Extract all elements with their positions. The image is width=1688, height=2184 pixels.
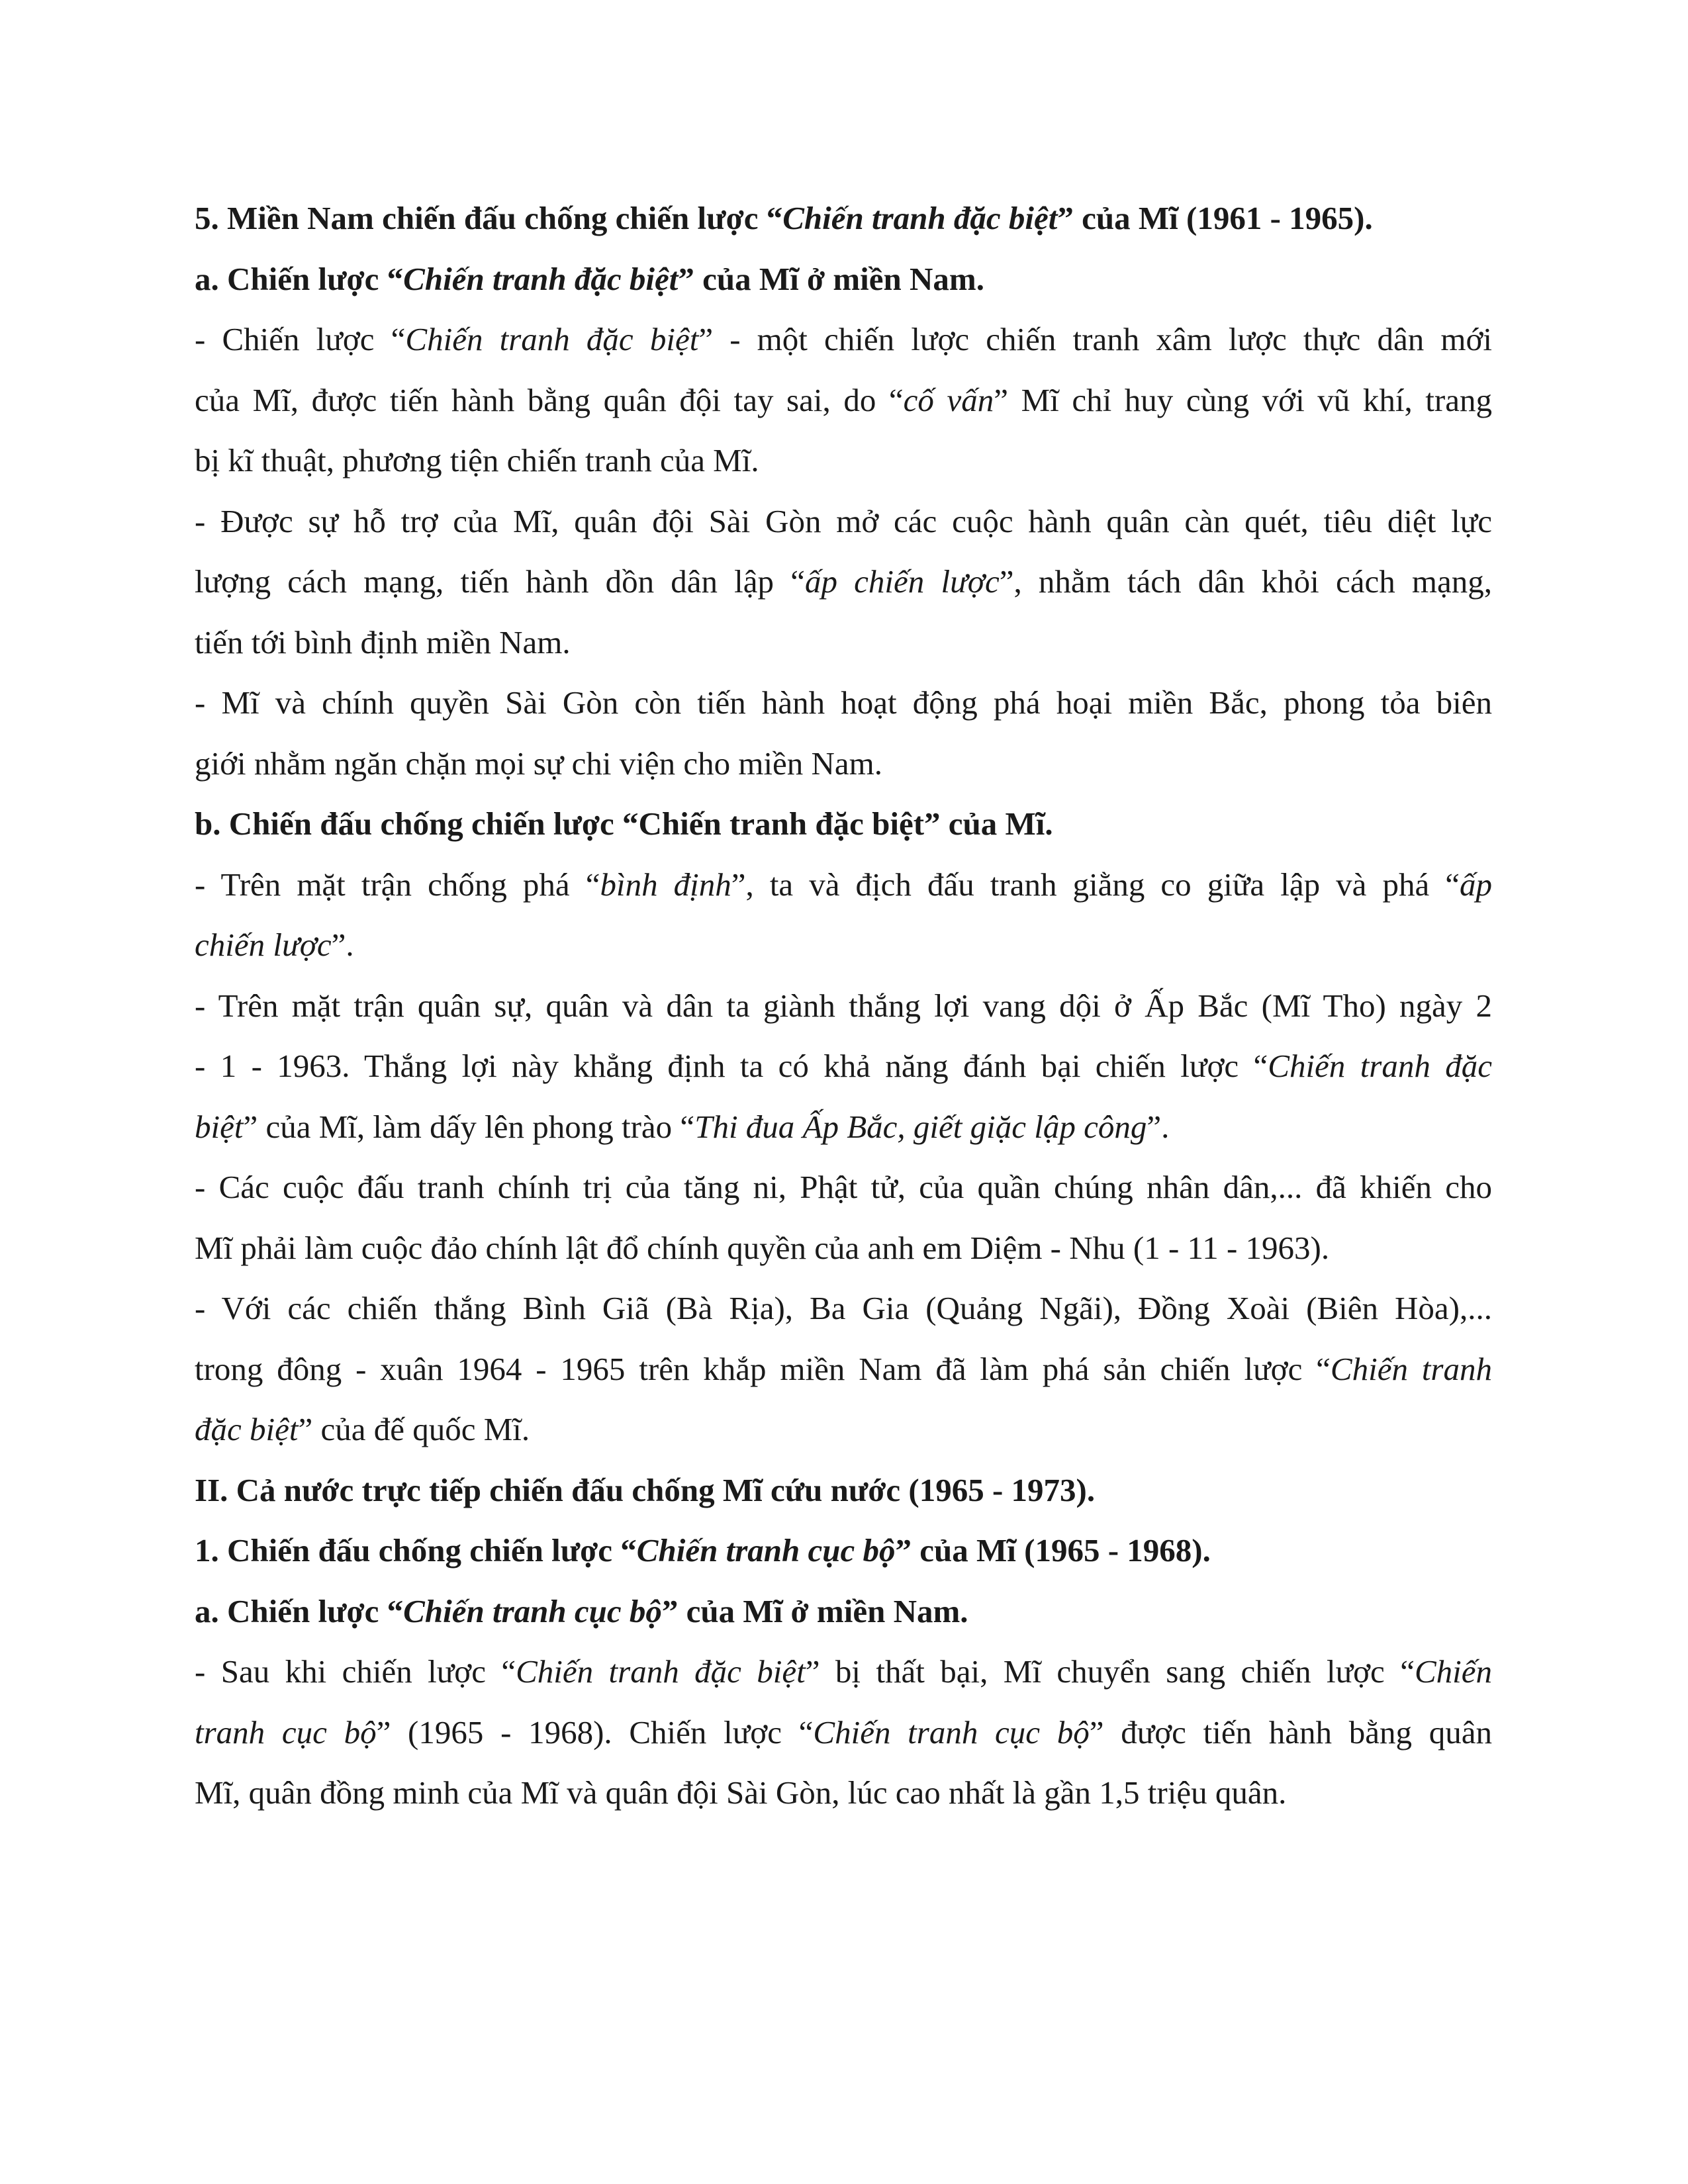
italic-text: tranh cục bộ [195, 1713, 377, 1751]
text-segment: - Mĩ và chính quyền Sài Gòn còn tiến hành hoạt động phá hoại miền Bắc, phong tỏa biên [195, 684, 1492, 721]
text-line [195, 733, 1492, 794]
text-segment: ” của đế quốc Mĩ. [298, 1411, 530, 1447]
italic-text: Chiến tranh cục bộ [636, 1532, 896, 1569]
text-segment: tiến tới bình định miền Nam. [195, 623, 571, 660]
italic-text: Chiến tranh đặc biệt [403, 260, 679, 297]
heading-line [195, 249, 1492, 310]
text-line [195, 1218, 1492, 1279]
text-segment: giới nhằm ngăn chặn mọi sự chi viện cho miền Nam. [195, 745, 883, 782]
text-segment: II. Cả nước trực tiếp chiến đấu chống Mĩ cứu nước (1965 - 1973). [195, 1471, 1096, 1508]
text-segment: ” được tiến hành bằng quân [1089, 1713, 1492, 1751]
text-line [195, 1702, 1492, 1763]
text-segment: ” Mĩ chỉ huy cùng với vũ khí, trang [994, 381, 1492, 418]
text-line [195, 551, 1492, 612]
text-line [195, 1339, 1492, 1400]
text-segment: bị kĩ thuật, phương tiện chiến tranh của Mĩ. [195, 442, 759, 478]
text-segment: trong đông - xuân 1964 - 1965 trên khắp miền Nam đã làm phá sản chiến lược “ [195, 1350, 1331, 1387]
text-line [195, 491, 1492, 552]
text-segment: a. Chiến lược “ [195, 1592, 404, 1629]
text-segment: ” của Mĩ ở miền Nam. [678, 260, 985, 297]
italic-text: Chiến [1414, 1653, 1493, 1690]
italic-text: biệt [195, 1108, 244, 1145]
text-segment: - Trên mặt trận quân sự, quân và dân ta giành thắng lợi vang dội ở Ấp Bắc (Mĩ Tho) ngày 2 [195, 987, 1492, 1024]
italic-text: Chiến tranh đặc [1268, 1048, 1492, 1084]
text-segment: - Sau khi chiến lược “ [195, 1653, 516, 1690]
text-segment: ”. [331, 927, 354, 963]
text-segment: a. Chiến lược “ [195, 260, 404, 297]
text-line [195, 672, 1492, 733]
italic-text: Chiến tranh [1330, 1350, 1493, 1387]
text-line [195, 1641, 1492, 1702]
text-line [195, 915, 1492, 976]
text-segment: ” (1965 - 1968). Chiến lược “ [376, 1713, 814, 1751]
text-segment: ” - một chiến lược chiến tranh xâm lược thực dân mới [698, 321, 1492, 357]
text-segment: - Trên mặt trận chống phá “ [195, 866, 600, 903]
text-segment: 5. Miền Nam chiến đấu chống chiến lược “ [195, 200, 783, 236]
text-segment: ”, ta và địch đấu tranh giằng co giữa lập và phá “ [731, 866, 1460, 903]
text-segment: ” của Mĩ ở miền Nam. [661, 1592, 968, 1629]
text-segment: ”, nhằm tách dân khỏi cách mạng, [999, 563, 1492, 600]
text-line [195, 1097, 1492, 1158]
heading-line [195, 188, 1492, 249]
text-segment: b. Chiến đấu chống chiến lược “Chiến tranh đặc biệt” của Mĩ. [195, 805, 1053, 842]
text-line [195, 430, 1492, 491]
italic-text: ấp chiến lược [804, 563, 1000, 600]
heading-line [195, 1460, 1492, 1521]
italic-text: cố vấn [903, 381, 994, 418]
heading-line [195, 1581, 1492, 1642]
italic-text: Chiến tranh đặc biệt [516, 1653, 806, 1690]
italic-text: Thi đua Ấp Bắc, giết giặc lập công [694, 1108, 1147, 1145]
text-segment: lượng cách mạng, tiến hành dồn dân lập “ [195, 563, 805, 600]
italic-text: Chiến tranh cục bộ [813, 1713, 1090, 1751]
text-segment: - Các cuộc đấu tranh chính trị của tăng ni, Phật tử, của quần chúng nhân dân,... đã khiến cho [195, 1169, 1492, 1205]
text-segment: - 1 - 1963. Thắng lợi này khẳng định ta có khả năng đánh bại chiến lược “ [195, 1048, 1268, 1084]
italic-text: Chiến tranh đặc biệt [782, 200, 1058, 236]
text-line [195, 1157, 1492, 1218]
italic-text: chiến lược [195, 927, 332, 963]
italic-text: đặc biệt [195, 1411, 299, 1447]
italic-text: ấp [1460, 866, 1493, 903]
text-segment: ” của Mĩ (1961 - 1965). [1057, 200, 1373, 236]
heading-line [195, 1520, 1492, 1581]
text-segment: ” bị thất bại, Mĩ chuyển sang chiến lược “ [805, 1653, 1415, 1690]
text-segment: ” của Mĩ (1965 - 1968). [895, 1532, 1211, 1569]
text-segment: - Chiến lược “ [195, 321, 406, 357]
italic-text: Chiến tranh đặc biệt [405, 321, 699, 357]
text-segment: Mĩ, quân đồng minh của Mĩ và quân đội Sài Gòn, lúc cao nhất là gần 1,5 triệu quân. [195, 1774, 1287, 1811]
italic-text: bình định [600, 866, 731, 903]
text-line [195, 854, 1492, 915]
text-line [195, 612, 1492, 673]
text-line [195, 1762, 1492, 1823]
text-line [195, 1278, 1492, 1339]
text-segment: Mĩ phải làm cuộc đảo chính lật đổ chính quyền của anh em Diệm - Nhu (1 - 11 - 1963). [195, 1229, 1330, 1266]
text-line [195, 1399, 1492, 1460]
document-page [195, 188, 1492, 1823]
heading-line [195, 794, 1492, 854]
text-line [195, 1036, 1492, 1097]
text-line [195, 309, 1492, 370]
text-segment: ”. [1147, 1108, 1170, 1145]
text-segment: - Được sự hỗ trợ của Mĩ, quân đội Sài Gòn mở các cuộc hành quân càn quét, tiêu diệt lực [195, 502, 1492, 539]
text-line [195, 370, 1492, 431]
text-segment: 1. Chiến đấu chống chiến lược “ [195, 1532, 637, 1569]
text-segment: - Với các chiến thắng Bình Giã (Bà Rịa), Ba Gia (Quảng Ngãi), Đồng Xoài (Biên Hòa),... [195, 1290, 1492, 1326]
text-line [195, 976, 1492, 1036]
text-segment: của Mĩ, được tiến hành bằng quân đội tay sai, do “ [195, 381, 904, 418]
text-segment: ” của Mĩ, làm dấy lên phong trào “ [243, 1108, 695, 1145]
italic-text: Chiến tranh cục bộ [403, 1592, 662, 1629]
